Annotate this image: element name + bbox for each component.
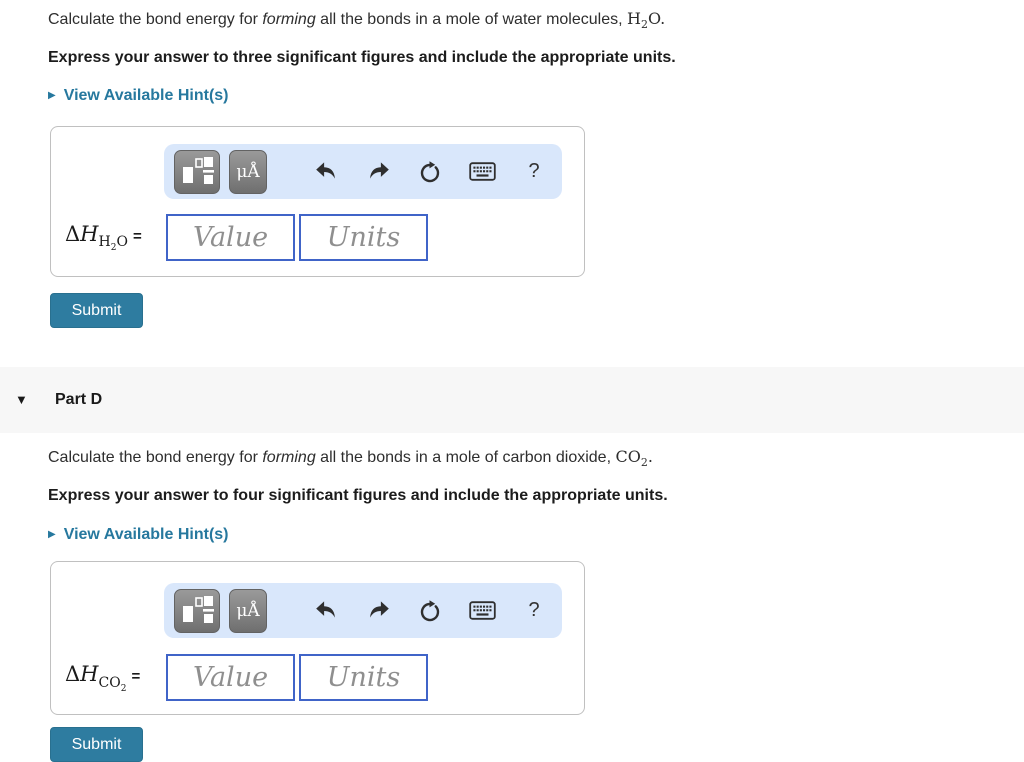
value-input[interactable]	[166, 654, 295, 701]
hint-expand-icon[interactable]: ▶	[48, 90, 56, 102]
help-button[interactable]	[521, 160, 547, 183]
mu-angstrom-icon: μÅ	[236, 161, 260, 182]
units-input[interactable]	[299, 214, 428, 261]
answer-box	[50, 126, 585, 277]
redo-button[interactable]	[365, 161, 391, 182]
help-button[interactable]	[521, 599, 547, 622]
redo-button[interactable]	[365, 600, 391, 621]
undo-button[interactable]	[313, 161, 339, 182]
undo-button[interactable]	[313, 600, 339, 621]
reset-icon	[418, 599, 442, 623]
equation-toolbar	[164, 583, 562, 638]
question-text	[48, 8, 1024, 35]
keyboard-icon	[469, 162, 496, 181]
instruction-text: Express your answer to three significant figures and include the appropriate units.	[48, 49, 676, 67]
value-input[interactable]	[166, 214, 295, 261]
undo-icon	[315, 600, 338, 621]
redo-icon	[367, 161, 390, 182]
view-hints-link[interactable]: View Available Hint(s)	[63, 87, 229, 105]
answer-row	[65, 654, 584, 701]
question-segment: Calculate the bond energy for	[48, 449, 263, 467]
hint-expand-icon[interactable]: ▶	[48, 529, 56, 541]
question-text	[48, 446, 1024, 473]
redo-icon	[367, 600, 390, 621]
units-symbols-button[interactable]	[229, 589, 267, 633]
template-icon	[180, 594, 214, 628]
reset-icon	[418, 160, 442, 184]
reset-button[interactable]	[417, 599, 443, 623]
instruction-text: Express your answer to four significant figures and include the appropriate units.	[48, 487, 668, 505]
question-emphasis: forming	[262, 11, 316, 28]
reset-button[interactable]	[417, 160, 443, 184]
submit-button[interactable]: Submit	[50, 293, 143, 328]
hint-row	[48, 526, 1024, 544]
help-icon: ?	[528, 160, 540, 183]
keyboard-button[interactable]	[469, 162, 495, 181]
keyboard-icon	[469, 601, 496, 620]
equation-label: $\Delta H_{CO_2}=$	[65, 662, 141, 694]
question-segment: all the bonds in a mole of carbon dioxide,	[315, 449, 616, 467]
part-d-header[interactable]	[0, 367, 1024, 433]
keyboard-button[interactable]	[469, 601, 495, 620]
question-emphasis: forming	[262, 449, 316, 467]
view-hints-link[interactable]: View Available Hint(s)	[63, 526, 229, 544]
units-symbols-button[interactable]	[229, 150, 267, 194]
equation-toolbar	[164, 144, 562, 199]
help-icon: ?	[528, 599, 540, 622]
equation-template-button[interactable]	[174, 589, 220, 633]
question-segment: Calculate the bond energy for	[48, 11, 263, 28]
units-input[interactable]	[299, 654, 428, 701]
question-segment: all the bonds in a mole of water molecules,	[315, 11, 627, 28]
equation-label: $\Delta H_{H_2O}$ =	[65, 222, 142, 254]
answer-box	[50, 561, 585, 715]
answer-row	[65, 214, 584, 261]
chemical-formula: $CO_2$.	[615, 447, 653, 470]
chemical-formula: $H_2O$.	[627, 9, 666, 32]
part-title: Part D	[55, 391, 103, 409]
collapse-icon[interactable]: ▼	[15, 392, 28, 408]
mu-angstrom-icon: μÅ	[236, 600, 260, 621]
undo-icon	[315, 161, 338, 182]
template-icon	[180, 155, 214, 189]
hint-row	[48, 87, 1024, 105]
submit-button[interactable]: Submit	[50, 727, 143, 762]
equation-template-button[interactable]	[174, 150, 220, 194]
